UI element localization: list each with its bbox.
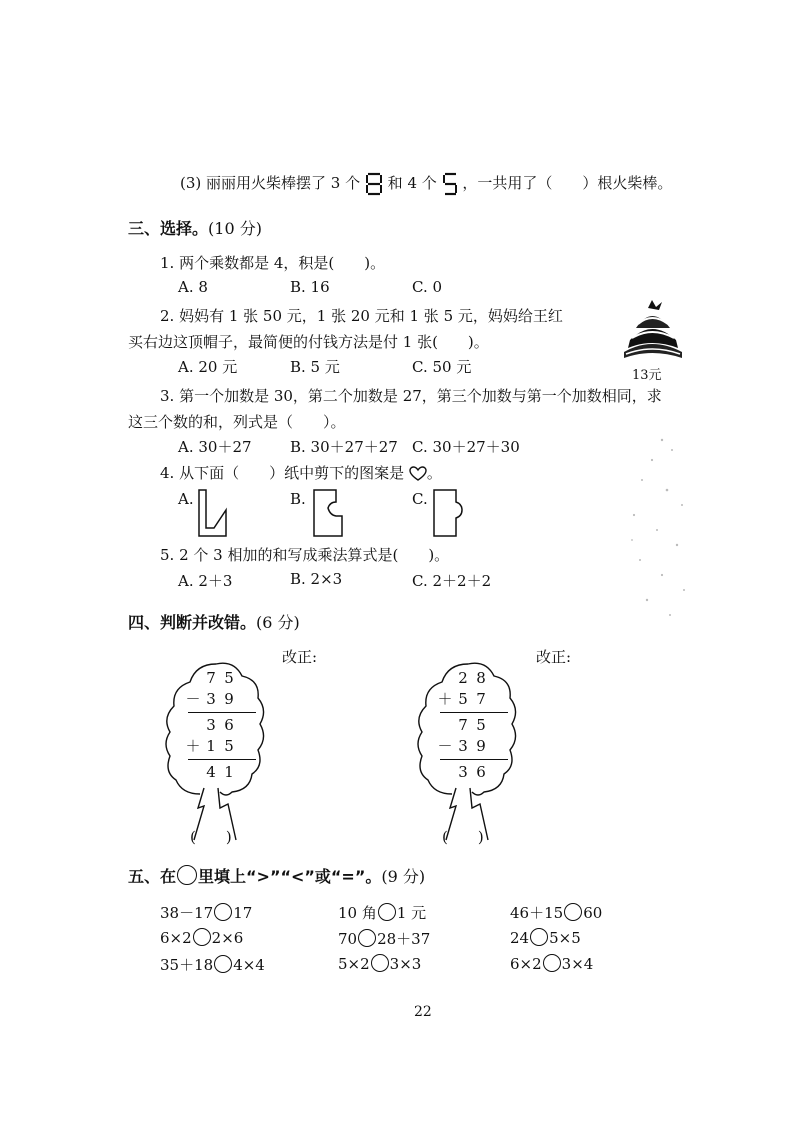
section-5-points: (9 分) bbox=[381, 867, 426, 886]
compare-circle[interactable] bbox=[214, 903, 232, 921]
hat-icon bbox=[618, 298, 688, 364]
fill-question-3 bbox=[180, 172, 672, 196]
choice-q2-line2: 买右边这顶帽子，最简便的付钱方法是付 1 张( )。 bbox=[128, 333, 489, 351]
calc-2-row-5: 3 6 bbox=[458, 763, 486, 781]
hat-price-label: 13元 bbox=[632, 368, 662, 383]
choice-q3-line1: 3. 第一个加数是 30，第二个加数是 27，第三个加数与第一个加数相同，求 bbox=[160, 387, 662, 405]
choice-q4-option-b[interactable]: B. bbox=[290, 490, 306, 508]
matchstick-five-icon bbox=[442, 172, 458, 196]
correction-label-2: 改正: bbox=[536, 648, 572, 666]
compare-circle[interactable] bbox=[564, 903, 582, 921]
compare-circle[interactable] bbox=[193, 928, 211, 946]
compare-circle[interactable] bbox=[214, 955, 232, 973]
section-3-title: 三、选择。 bbox=[128, 219, 209, 238]
choice-q4-text: 4. 从下面（ ）纸中剪下的图案是 bbox=[160, 464, 405, 482]
choice-q5: 5. 2 个 3 相加的和写成乘法算式是( )。 bbox=[160, 546, 450, 564]
calc-2-rule-1 bbox=[440, 712, 508, 713]
scan-smudge bbox=[612, 420, 702, 630]
calc-1-row-2: － 3 9 bbox=[185, 690, 234, 708]
compare-item-2: 10 角 1 元 bbox=[338, 904, 427, 922]
compare-circle[interactable] bbox=[543, 954, 561, 972]
calc-1-row-1: 7 5 bbox=[206, 669, 234, 687]
paper-shape-b-icon bbox=[310, 488, 350, 540]
vertical-calc-2 bbox=[436, 668, 508, 783]
calc-1-rule-1 bbox=[188, 712, 256, 713]
tree-1-answer-blank[interactable]: ( ) bbox=[190, 828, 232, 846]
compare-circle[interactable] bbox=[371, 954, 389, 972]
calc-1-row-5: 4 1 bbox=[206, 763, 234, 781]
compare-item-4: 6×2 2×6 bbox=[160, 929, 244, 947]
compare-circle[interactable] bbox=[378, 903, 396, 921]
section-3-heading bbox=[128, 216, 262, 239]
choice-q3-option-b[interactable]: B. 30＋27＋27 bbox=[290, 438, 398, 456]
section-5-title-b: 里填上“>”“<”或“=”。 bbox=[198, 867, 382, 886]
choice-q2-option-b[interactable]: B. 5 元 bbox=[290, 358, 340, 376]
choice-q1-option-a[interactable]: A. 8 bbox=[178, 278, 208, 296]
calc-2-rule-2 bbox=[440, 759, 508, 760]
choice-q5-option-b[interactable]: B. 2×3 bbox=[290, 570, 343, 588]
section-5-title-a: 五、在 bbox=[128, 867, 177, 886]
choice-q5-option-c[interactable]: C. 2＋2＋2 bbox=[412, 572, 492, 590]
choice-q3-option-a[interactable]: A. 30＋27 bbox=[178, 438, 252, 456]
choice-q2-option-a[interactable]: A. 20 元 bbox=[178, 358, 238, 376]
compare-item-9: 6×2 3×4 bbox=[510, 955, 594, 973]
compare-circle[interactable] bbox=[358, 929, 376, 947]
section-3-points: (10 分) bbox=[208, 219, 262, 238]
choice-q3-option-c[interactable]: C. 30＋27＋30 bbox=[412, 438, 520, 456]
calc-2-row-4: － 3 9 bbox=[437, 737, 486, 755]
compare-item-3: 46＋15 60 bbox=[510, 904, 603, 922]
compare-item-7: 35＋18 4×4 bbox=[160, 956, 265, 974]
choice-q1-option-c[interactable]: C. 0 bbox=[412, 278, 443, 296]
calc-1-row-3: 3 6 bbox=[206, 716, 234, 734]
calc-2-row-2: ＋ 5 7 bbox=[437, 690, 486, 708]
vertical-calc-1 bbox=[184, 668, 256, 783]
calc-2-row-3: 7 5 bbox=[458, 716, 486, 734]
compare-item-6: 24 5×5 bbox=[510, 929, 581, 947]
fill-question-3-part-a: (3) 丽丽用火柴棒摆了 3 个 bbox=[180, 174, 361, 192]
calc-1-row-4: ＋ 1 5 bbox=[185, 737, 234, 755]
choice-q4-option-c[interactable]: C. bbox=[412, 490, 428, 508]
paper-shape-c-icon bbox=[430, 488, 470, 540]
calc-2-row-1: 2 8 bbox=[458, 669, 486, 687]
choice-q4-option-a[interactable]: A. bbox=[178, 490, 194, 508]
fill-question-3-part-c: ，一共用了（ ）根火柴棒。 bbox=[462, 174, 673, 192]
choice-q5-option-a[interactable]: A. 2＋3 bbox=[178, 572, 233, 590]
compare-item-1: 38－17 17 bbox=[160, 904, 253, 922]
calc-1-rule-2 bbox=[188, 759, 256, 760]
tree-2-answer-blank[interactable]: ( ) bbox=[442, 828, 484, 846]
section-4-heading bbox=[128, 610, 300, 633]
blank-circle-icon bbox=[177, 865, 197, 885]
section-5-heading bbox=[128, 864, 425, 887]
matchstick-square-icon bbox=[365, 172, 383, 196]
choice-q3-line2: 这三个数的和，列式是（ ）。 bbox=[128, 413, 346, 431]
compare-item-5: 70 28＋37 bbox=[338, 930, 431, 948]
fill-question-3-part-b: 和 4 个 bbox=[387, 174, 437, 192]
compare-item-8: 5×2 3×3 bbox=[338, 955, 422, 973]
page-number: 22 bbox=[414, 1004, 432, 1020]
compare-circle[interactable] bbox=[530, 928, 548, 946]
section-4-title: 四、判断并改错。 bbox=[128, 613, 257, 632]
choice-q2-option-c[interactable]: C. 50 元 bbox=[412, 358, 472, 376]
correction-label-1: 改正: bbox=[282, 648, 318, 666]
heart-icon bbox=[409, 466, 427, 482]
section-4-points: (6 分) bbox=[256, 613, 300, 632]
choice-q1: 1. 两个乘数都是 4，积是( )。 bbox=[160, 254, 386, 272]
choice-q2-line1: 2. 妈妈有 1 张 50 元，1 张 20 元和 1 张 5 元，妈妈给王红 bbox=[160, 307, 563, 325]
choice-q4 bbox=[160, 462, 442, 483]
choice-q4-tail: 。 bbox=[426, 464, 442, 482]
choice-q1-option-b[interactable]: B. 16 bbox=[290, 278, 330, 296]
paper-shape-a-icon bbox=[196, 488, 236, 540]
